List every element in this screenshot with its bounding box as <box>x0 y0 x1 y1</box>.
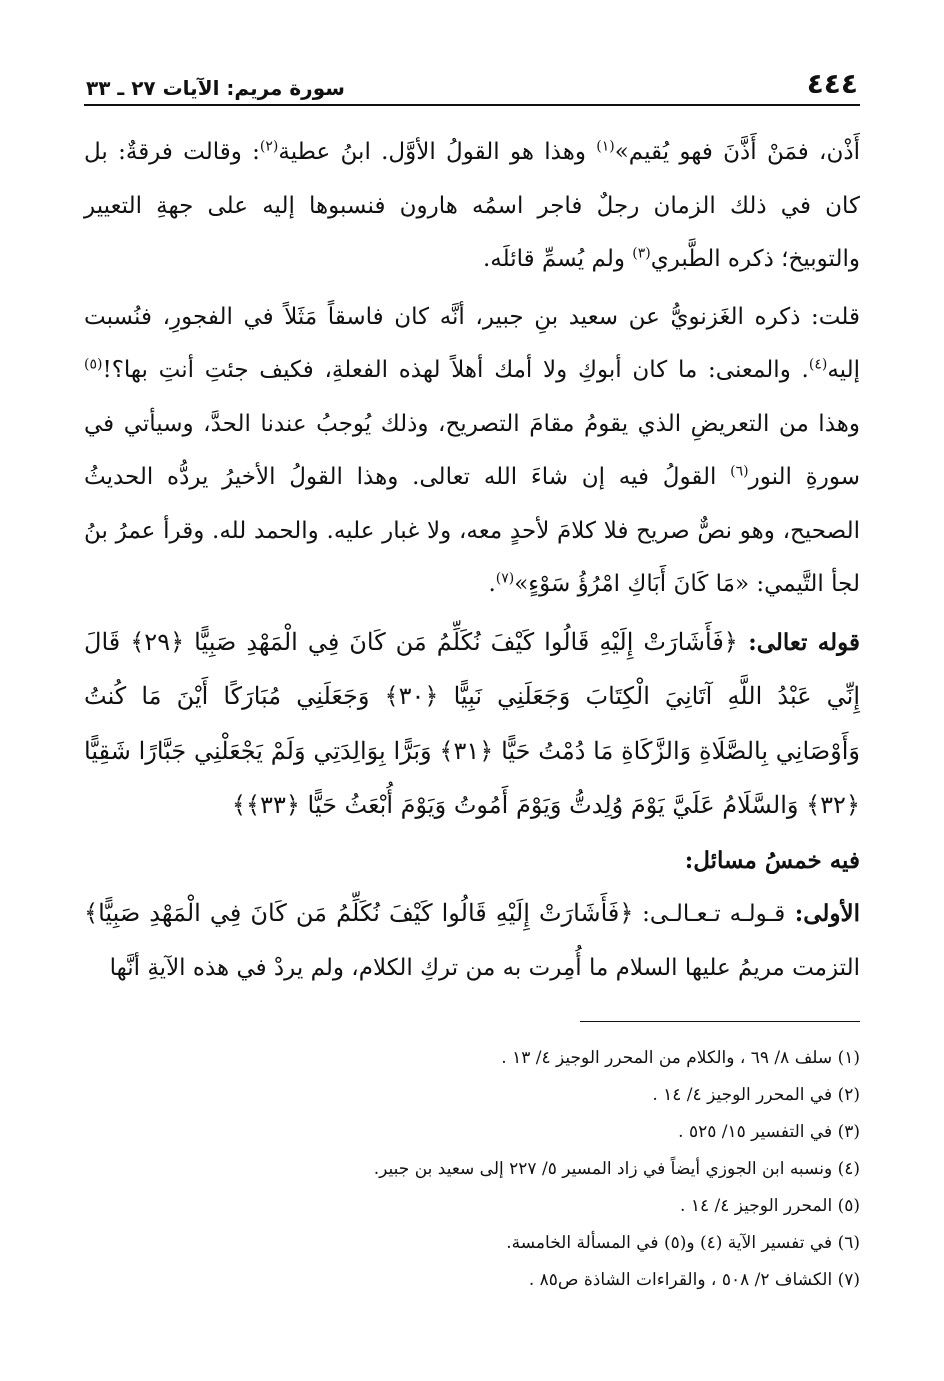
footnote-ref: (١) <box>596 138 615 155</box>
section-title: فيه خمسُ مسائل: <box>684 846 860 874</box>
text-run: . <box>488 571 496 597</box>
footnote-ref: (٢) <box>259 138 279 155</box>
footnote-3: (٣) في التفسير ١٥/ ٥٢٥ . <box>678 1122 860 1142</box>
issue-text: التزمت مريمُ عليها السلام ما أُمِرت به من تركِ الكلام، ولم يردْ في هذه الآيةِ أنَّها <box>109 954 860 981</box>
text-run: وهذا هو القولُ الأوَّل. ابنُ عطية <box>278 139 597 165</box>
paragraph-1 <box>84 126 860 287</box>
text-run: وهذا من التعريضِ الذي يقومُ مقامَ التصريح، وذلك يُوجبُ عندنا الحدَّ، وسيأتي في سورةِ النور <box>84 410 860 490</box>
text-run: القولُ فيه إن شاءَ الله تعالى. وهذا القولُ الأخيرُ يردُّه الحديثُ الصحيح، وهو نصٌّ صريح فلا كلامَ لأحدٍ معه، ولا غبار عليه. والحمد لله. وقرأ عمرُ بنُ لجأ التَّيمي: «مَا كَانَ أَبَاكِ امْرُؤُ سَوْءٍ» <box>84 464 860 597</box>
footnote-ref: (٤) <box>808 356 828 373</box>
page-number: ٤٤٤ <box>806 67 858 100</box>
footnote-ref: (٦) <box>730 463 749 480</box>
first-issue <box>84 887 860 995</box>
book-page <box>84 56 860 1341</box>
paragraph-2 <box>84 291 860 612</box>
page-header <box>84 56 860 106</box>
verse-block <box>84 616 860 834</box>
text-run: : وقالت فرقةٌ: بل كان في ذلك الزمان رجلٌ فاجر اسمُه هارون فنسبوها إليه على جهةِ التعيير والتوبيخ؛ ذكره الطَّبري <box>84 139 860 272</box>
main-text <box>84 126 860 995</box>
footnote-1: (١) سلف ٨/ ٦٩ ، والكلام من المحرر الوجيز ٤/ ١٣ . <box>501 1048 860 1068</box>
verse-lead: قوله تعالى: <box>737 628 861 656</box>
footnote-6: (٦) في تفسير الآية (٤) و(٥) في المسألة الخامسة. <box>506 1233 860 1253</box>
issue-lead: الأولى: <box>785 900 860 927</box>
footnote-4: (٤) ونسبه ابن الجوزي أيضاً في زاد المسير ٥/ ٢٢٧ إلى سعيد بن جبير. <box>373 1159 860 1179</box>
footnotes <box>84 1040 860 1299</box>
footnote-5: (٥) المحرر الوجيز ٤/ ١٤ . <box>680 1196 860 1216</box>
quran-verse: ﴿فَأَشَارَتْ إِلَيْهِ قَالُوا كَيْفَ نُكَلِّمُ مَن كَانَ فِي الْمَهْدِ صَبِيًّا ﴿٢٩﴾ قَالَ إِنِّي عَبْدُ اللَّهِ آتَانِيَ الْكِتَابَ وَجَعَلَنِي نَبِيًّا ﴿٣٠﴾ وَجَعَلَنِي مُبَارَكًا أَيْنَ مَا كُنتُ وَأَوْصَانِي بِالصَّلَاةِ وَالزَّكَاةِ مَا دُمْتُ حَيًّا ﴿٣١﴾ وَبَرًّا بِوَالِدَتِي وَلَمْ يَجْعَلْنِي جَبَّارًا شَقِيًّا ﴿٣٢﴾ وَالسَّلَامُ عَلَيَّ يَوْمَ وُلِدتُّ وَيَوْمَ أَمُوتُ وَيَوْمَ أُبْعَثُ حَيًّا ﴿٣٣﴾﴾ <box>84 627 861 819</box>
issue-verse: ﴿فَأَشَارَتْ إِلَيْهِ قَالُوا كَيْفَ نُكَلِّمُ مَن كَانَ فِي الْمَهْدِ صَبِيًّا﴾ <box>84 899 634 927</box>
footnote-ref: (٣) <box>632 245 651 262</box>
issue-label: قـولـه تـعـالـى: <box>633 901 786 927</box>
text-run: . والمعنى: ما كان أبوكِ ولا أمك أهلاً لهذه الفعلةِ، فكيف جئتِ أنتِ بها؟! <box>102 357 809 383</box>
text-run: ولم يُسمِّ قائلَه. <box>483 246 633 272</box>
footnote-7: (٧) الكشاف ٢/ ٥٠٨ ، والقراءات الشاذة ص٨٥ . <box>528 1270 860 1290</box>
footnote-2: (٢) في المحرر الوجيز ٤/ ١٤ . <box>652 1085 860 1105</box>
footnote-divider <box>580 1021 860 1022</box>
footnote-ref: (٧) <box>495 570 515 587</box>
text-run: أَذْن، فمَنْ أَذَّنَ فهو يُقيم» <box>614 139 860 165</box>
text-run: قلت: ذكره الغَزنويُّ عن سعيد بنِ جبير، أنَّه كان فاسقاً مَثَلاً في الفجورِ، فنُسبت إليه <box>84 303 860 383</box>
running-title: سورة مريم: الآيات ٢٧ ـ ٣٣ <box>86 76 345 100</box>
footnote-ref: (٥) <box>84 356 103 373</box>
